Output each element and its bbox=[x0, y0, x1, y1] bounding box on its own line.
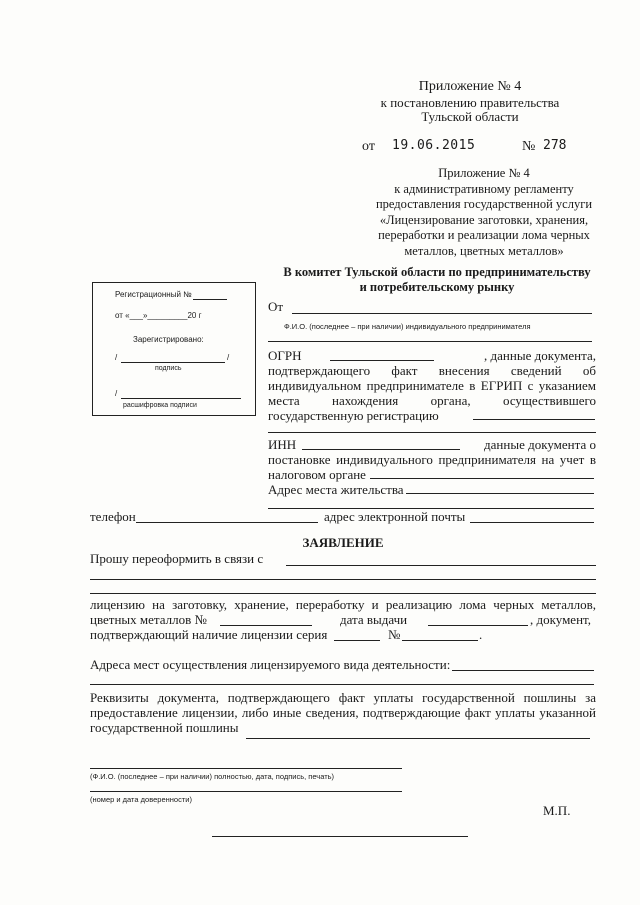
resolution-number: 278 bbox=[543, 138, 567, 153]
proxy-input[interactable] bbox=[90, 791, 402, 792]
address-label: Адрес места жительства bbox=[268, 482, 404, 497]
stamp-place: М.П. bbox=[543, 803, 571, 818]
fee-input[interactable] bbox=[246, 738, 590, 739]
reglament-line: предоставления государственной услуги bbox=[375, 197, 593, 211]
metals-number-label: цветных металлов № bbox=[90, 612, 207, 627]
registered-label: Зарегистрировано: bbox=[133, 335, 204, 344]
ogrn-word: внесения bbox=[438, 363, 490, 378]
license-series-input[interactable] bbox=[334, 640, 380, 641]
applicant-name-input[interactable] bbox=[292, 313, 592, 314]
ogrn-word: нахождения bbox=[332, 393, 399, 408]
phone-label: телефон bbox=[90, 509, 136, 524]
proxy-caption: (номер и дата доверенности) bbox=[90, 795, 192, 804]
ogrn-tail: , данные документа, bbox=[484, 348, 596, 363]
license-series-number-input[interactable] bbox=[402, 640, 478, 641]
address-input[interactable] bbox=[406, 493, 594, 494]
addresses-input-2[interactable] bbox=[90, 684, 594, 685]
ogrn-word: факт bbox=[391, 363, 418, 378]
ogrn-word: подтверждающего bbox=[268, 363, 371, 378]
registration-authority-input[interactable] bbox=[473, 419, 595, 420]
ogrn-word: осуществившего bbox=[503, 393, 596, 408]
document-label: , документ, bbox=[530, 612, 591, 627]
reglament-line: переработки и реализации лома черных bbox=[378, 228, 590, 242]
ogrn-word: сведений bbox=[510, 363, 562, 378]
reg-number-line bbox=[193, 299, 227, 300]
reason-input-3[interactable] bbox=[90, 593, 596, 594]
ogrn-registration-label: государственную регистрацию bbox=[268, 408, 439, 423]
request-label: Прошу переоформить в связи с bbox=[90, 551, 264, 566]
reglament-line: к административному регламенту bbox=[394, 181, 574, 196]
tax-authority-input[interactable] bbox=[370, 478, 594, 479]
license-number-sign: № bbox=[388, 627, 401, 642]
email-input[interactable] bbox=[470, 522, 594, 523]
email-label: адрес электронной почты bbox=[324, 509, 466, 524]
inn-block bbox=[268, 437, 596, 497]
ogrn-input[interactable] bbox=[330, 360, 434, 361]
reglament-line: Приложение № 4 bbox=[438, 166, 530, 180]
addresses-input[interactable] bbox=[452, 670, 594, 671]
appendix-region: Тульской области bbox=[421, 109, 519, 124]
ogrn-word: органа, bbox=[430, 393, 471, 408]
inn-label: ИНН bbox=[268, 437, 297, 452]
statement-title: ЗАЯВЛЕНИЕ bbox=[302, 535, 384, 550]
reglament-block bbox=[360, 166, 608, 259]
inn-line: постановке индивидуального предпринимателя на учет в bbox=[268, 452, 596, 467]
registration-box: Регистрационный № от «___»_________20 г Зарегистрировано: / / подпись / расшифровка подписи bbox=[92, 282, 256, 416]
reg-date-label: от «___»_________20 г bbox=[115, 311, 202, 320]
ogrn-label: ОГРН bbox=[268, 348, 302, 363]
fio-caption: Ф.И.О. (последнее – при наличии) индивидуального предпринимателя bbox=[284, 322, 531, 331]
fee-line: государственной пошлины bbox=[90, 720, 239, 735]
reg-signature-caption: подпись bbox=[155, 365, 182, 372]
reglament-line: металлов, цветных металлов» bbox=[404, 243, 564, 258]
registration-authority-input-2[interactable] bbox=[268, 432, 596, 433]
ogrn-word: места bbox=[268, 393, 300, 408]
inn-input[interactable] bbox=[302, 449, 460, 450]
reg-decoding-caption: расшифровка подписи bbox=[123, 402, 197, 409]
resolution-date: 19.06.2015 bbox=[392, 138, 476, 153]
reg-number-label: Регистрационный № bbox=[115, 290, 192, 299]
signatory-input[interactable] bbox=[90, 768, 402, 769]
addresses-label: Адреса мест осуществления лицензируемого вида деятельности: bbox=[90, 657, 451, 672]
reglament-line: «Лицензирование заготовки, хранения, bbox=[379, 212, 589, 227]
ogrn-line: индивидуальном предпринимателе в ЕГРИП с указанием bbox=[268, 378, 596, 393]
issue-date-label: дата выдачи bbox=[340, 612, 408, 627]
from-label: От bbox=[268, 299, 284, 314]
ogrn-block bbox=[268, 348, 596, 423]
signatory-caption: (Ф.И.О. (последнее – при наличии) полностью, дата, подпись, печать) bbox=[90, 772, 335, 781]
bottom-signature-line[interactable] bbox=[212, 836, 468, 837]
license-number-input[interactable] bbox=[220, 625, 312, 626]
addressee-line1: В комитет Тульской области по предпринимательству bbox=[283, 265, 591, 279]
phone-input[interactable] bbox=[136, 522, 318, 523]
fee-line: Реквизиты документа, подтверждающего факт уплаты государственной пошлины за bbox=[90, 690, 596, 705]
applicant-name-input-2[interactable] bbox=[268, 341, 592, 342]
appendix-title: Приложение № 4 bbox=[418, 79, 522, 94]
addressee-line2: и потребительскому рынку bbox=[359, 280, 515, 294]
reason-input-2[interactable] bbox=[90, 579, 596, 580]
resolution-number-label: № bbox=[522, 139, 536, 154]
tax-authority-label: налоговом органе bbox=[268, 467, 366, 482]
reason-input[interactable] bbox=[286, 565, 596, 566]
appendix-resolution: к постановлению правительства bbox=[380, 95, 560, 110]
license-line: лицензию на заготовку, хранение, переработку и реализацию лома черных металлов, bbox=[90, 597, 596, 612]
reg-decoding-line bbox=[121, 398, 241, 399]
resolution-from-label: от bbox=[362, 139, 375, 154]
ogrn-word: об bbox=[582, 363, 597, 378]
issue-date-input[interactable] bbox=[428, 625, 528, 626]
fee-block bbox=[90, 690, 596, 735]
reg-signature-line bbox=[121, 362, 225, 363]
inn-tail: данные документа о bbox=[484, 437, 596, 452]
license-series-label: подтверждающий наличие лицензии серия bbox=[90, 627, 328, 642]
fee-line: предоставление лицензии, либо иные сведения, подтверждающие факт уплаты указанной bbox=[90, 705, 596, 720]
